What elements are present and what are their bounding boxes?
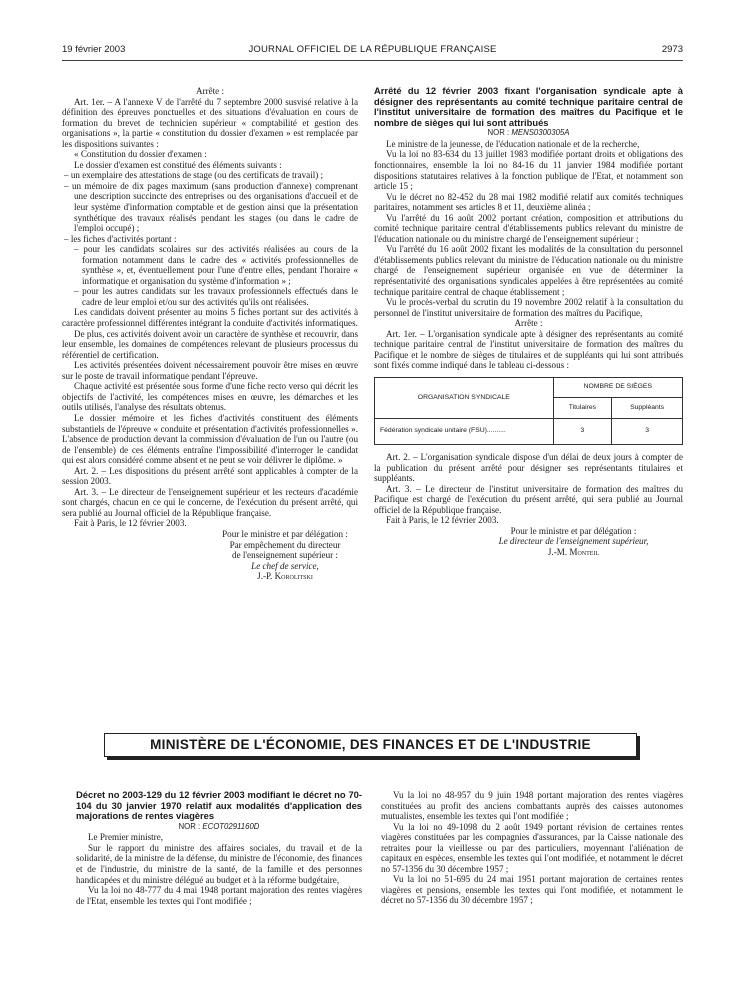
ministry-banner: MINISTÈRE DE L'ÉCONOMIE, DES FINANCES ET DE L'INDUSTRIE — [104, 733, 637, 757]
sub-list-item: – pour les candidats scolaires sur des activités réalisées au cours de la formation notamment dans le cadre des « activités professionnelles de synthèse », et, éventuellement pour l'une d'entre elles, pendant l'horaire « informatique et organisation du système d'information » ; — [74, 244, 358, 286]
list-item: – un exemplaire des attestations de stage (ou des certificats de travail) ; — [64, 170, 324, 181]
nor-reference — [76, 822, 362, 833]
arrete-heading: Arrête : — [514, 318, 543, 329]
left-column-bottom — [76, 790, 362, 906]
paragraph: Le Premier ministre, — [88, 832, 164, 843]
page-header — [62, 42, 683, 61]
nor-label: NOR : — [487, 128, 510, 138]
signature-block — [212, 529, 358, 582]
paragraph: Le ministre de la jeunesse, de l'éducation nationale et de la recherche, — [386, 138, 640, 149]
table-cell-suppleants: 3 — [612, 418, 683, 444]
arrete-heading: Arrête : — [195, 86, 225, 96]
article-1: Art. 1er. – A l'annexe V de l'arrêté du 7 septembre 2000 susvisé relative à la définition des épreuves ponctuelles et des situations d'évaluation en cours de formation du brevet de technicien supérieur « comptabilité et gestion des organisations », la partie « constitution du dossier d'examen » est remplacée par les dispositions suivantes : — [62, 96, 358, 149]
paragraph: De plus, ces activités doivent avoir un caractère de synthèse et recouvrir, dans leur ensemble, les domaines de compétences relevant de plusieurs processus du référentiel de certification. — [62, 328, 358, 360]
dossier-intro: Le dossier d'examen est constitué des éléments suivants : — [74, 159, 282, 170]
constitution-heading: « Constitution du dossier d'examen : — [74, 149, 207, 160]
signatory-name: J.-P. Korolitski — [257, 571, 313, 582]
paragraph: Vu le procès-verbal du scrutin du 19 novembre 2002 relatif à la consultation du personnel de l'institut universitaire de formation des maîtres du Pacifique, — [374, 297, 683, 318]
table-row — [375, 418, 683, 444]
signature-role: Le chef de service, — [251, 560, 319, 571]
paragraph: Vu l'arrêté du 16 août 2002 portant création, composition et attributions du comité technique paritaire central d'établissements publics relevant du ministre de l'éducation nationale ou du ministre chargé de l'enseignement supérieur ; — [374, 212, 683, 244]
paragraph: Sur le rapport du ministre des affaires sociales, du travail et de la solidarité, de la ministre de la défense, du ministre de l'économie, des finances et de l'industrie, du ministre de la santé, de la famille et des personnes handicapées et du ministre délégué au budget et à la réforme budgétaire, — [76, 842, 362, 885]
header-page-number: 2973 — [661, 44, 683, 55]
table-header-suppleants: Suppléants — [612, 397, 683, 418]
signature-block — [464, 526, 683, 558]
decree-title: Décret no 2003-129 du 12 février 2003 modifiant le décret no 70-104 du 30 janvier 1970 relatif aux modalités d'application des majorations de rentes viagères — [76, 789, 362, 822]
right-column-top — [374, 86, 683, 557]
right-column-bottom — [381, 790, 683, 906]
table-header-titulaires: Titulaires — [553, 397, 612, 418]
signature-role: Le directeur de l'enseignement supérieur, — [498, 536, 649, 547]
left-column-top — [62, 86, 358, 582]
nor-code: ECOT0291160D — [202, 821, 260, 831]
seats-table — [374, 377, 683, 445]
table-header-organisation: ORGANISATION SYNDICALE — [375, 377, 554, 418]
article-3: Art. 3. – Le directeur de l'enseignement supérieur et les recteurs d'académie sont chargés, chacun en ce qui le concerne, de l'exécution du présent arrêté, qui sera publié au Journal officiel de la République française. — [62, 486, 358, 518]
article-3: Art. 3. – Le directeur de l'institut universitaire de formation des maîtres du Pacifique est chargé de l'exécution du présent arrêté, qui sera publié au Journal officiel de la République française. — [374, 483, 683, 515]
signing-date: Fait à Paris, le 12 février 2003. — [74, 518, 187, 529]
list-item: – un mémoire de dix pages maximum (sans production d'annexe) comprenant une description succincte des entreprises ou des organisations d'accueil et de leur système d'information comptable et de gestion ainsi que la présentation synthétique des travaux réalisés pendant les stages (ou dans le cadre de l'emploi occupé) ; — [64, 180, 358, 234]
article-1: Art. 1er. – L'organisation syndicale apte à désigner des représentants au comité technique paritaire central de l'institut universitaire de formation des maîtres du Pacifique et le nombre de sièges de titulaires et de suppléants qui lui sont attribués sont fixés comme indiqué dans le tableau ci-dessous : — [374, 328, 683, 371]
sub-list-item: – pour les autres candidats sur les travaux professionnels effectués dans le cadre de leur emploi et/ou sur des activités qu'ils ont réalisées. — [74, 286, 358, 307]
table-header-seats: NOMBRE DE SIÈGES — [553, 377, 682, 397]
signing-date: Fait à Paris, le 12 février 2003. — [386, 515, 499, 526]
table-cell-organisation: Fédération syndicale unitaire (FSU).......... — [375, 418, 554, 444]
signature-line: Par empêchement du directeur — [229, 539, 341, 550]
article-2: Art. 2. – Les dispositions du présent arrêté sont applicables à compter de la session 2003. — [62, 465, 358, 487]
paragraph: Vu la loi no 49-1098 du 2 août 1949 portant révision de certaines rentes viagères constituées par les compagnies d'assurances, par la Caisse nationale des retraites pour la vieillesse ou par des particuliers, moyennant l'aliénation de capitaux en espèces, ensemble les textes qui l'ont modifiée, et notamment le décret no 57-1356 du 30 décembre 1957 ; — [381, 821, 683, 874]
signature-line: Pour le ministre et par délégation : — [222, 528, 348, 539]
article-2: Art. 2. – L'organisation syndicale dispose d'un délai de deux jours à compter de la publication du présent arrêté pour désigner ses représentants titulaires et suppléants. — [374, 451, 683, 484]
paragraph: Vu l'arrêté du 16 août 2002 fixant les modalités de la consultation du personnel d'établissements publics relevant du ministre de l'éducation nationale ou du ministre chargé de l'enseignement supérieur organisée en vue de déterminer la représentativité des organisations syndicales appelées à être représentées au comité technique paritaire central de chaque établissement ; — [374, 244, 683, 297]
nor-label: NOR : — [178, 821, 201, 831]
paragraph: Vu la loi no 51-695 du 24 mai 1951 portant majoration de certaines rentes viagères et pensions, ensemble les textes qui l'ont modifiée, et notamment le décret no 57-1356 du 30 décembre 1957 ; — [381, 874, 683, 906]
paragraph: Chaque activité est présentée sous forme d'une fiche recto verso qui décrit les objectifs de l'activité, les compétences mises en œuvre, les démarches et les outils utilisés, l'analyse des résultats obtenus. — [62, 381, 358, 413]
paragraph: Vu la loi no 83-634 du 13 juillet 1983 modifiée portant droits et obligations des fonctionnaires, ensemble la loi no 84-16 du 11 janvier 1984 modifiée portant dispositions statutaires relatives à la fonction publique de l'Etat, et notamment son article 15 ; — [374, 149, 683, 192]
header-date: 19 février 2003 — [62, 44, 126, 55]
paragraph: Les activités présentées doivent nécessairement pouvoir être mises en œuvre sur le poste de travail informatique pendant l'épreuve. — [62, 360, 358, 381]
signature-line: Pour le ministre et par délégation : — [510, 525, 637, 536]
paragraph: Les candidats doivent présenter au moins 5 fiches portant sur des activités à caractère professionnel différentes intégrant la conduite d'activités informatiques. — [62, 307, 358, 329]
table-cell-titulaires: 3 — [553, 418, 612, 444]
paragraph: Le dossier mémoire et les fiches d'activités constituent des éléments substantiels de l'épreuve « conduite et présentation d'activités professionnelles ». L'absence de production devant la commission d'évaluation de l'un ou l'autre (ou de l'ensemble) de ces éléments entraîne l'impossibilité d'interroger le candidat qui est alors considéré comme absent et ne peut se voir délivrer le diplôme. » — [62, 412, 358, 466]
signatory-name: J.-M. Monteil — [547, 546, 600, 557]
paragraph: Vu la loi no 48-957 du 9 juin 1948 portant majoration des rentes viagères constituées au profit des anciens combattants auprès des caisses autonomes mutualistes, ensemble les textes qui l'ont modifiée ; — [381, 790, 683, 822]
header-title: JOURNAL OFFICIEL DE LA RÉPUBLIQUE FRANÇAISE — [248, 44, 497, 55]
nor-reference — [374, 128, 683, 139]
list-item: – les fiches d'activités portant : — [64, 233, 177, 244]
paragraph: Vu la loi no 48-777 du 4 mai 1948 portant majoration des rentes viagères de l'Etat, ensemble les textes qui l'ont modifiée ; — [76, 885, 362, 906]
paragraph: Vu le décret no 82-452 du 28 mai 1982 modifié relatif aux comités techniques paritaires, notamment ses articles 8 et 11, deuxième alinéa ; — [374, 191, 683, 213]
arrete-title: Arrêté du 12 février 2003 fixant l'organisation syndicale apte à désigner des représentants au comité technique paritaire central de l'institut universitaire de formation des maîtres du Pacifique et le nombre de sièges qui lui sont attribués — [374, 85, 683, 128]
nor-code: MENS0300305A — [511, 128, 570, 138]
signature-line: de l'enseignement supérieur : — [232, 550, 338, 561]
